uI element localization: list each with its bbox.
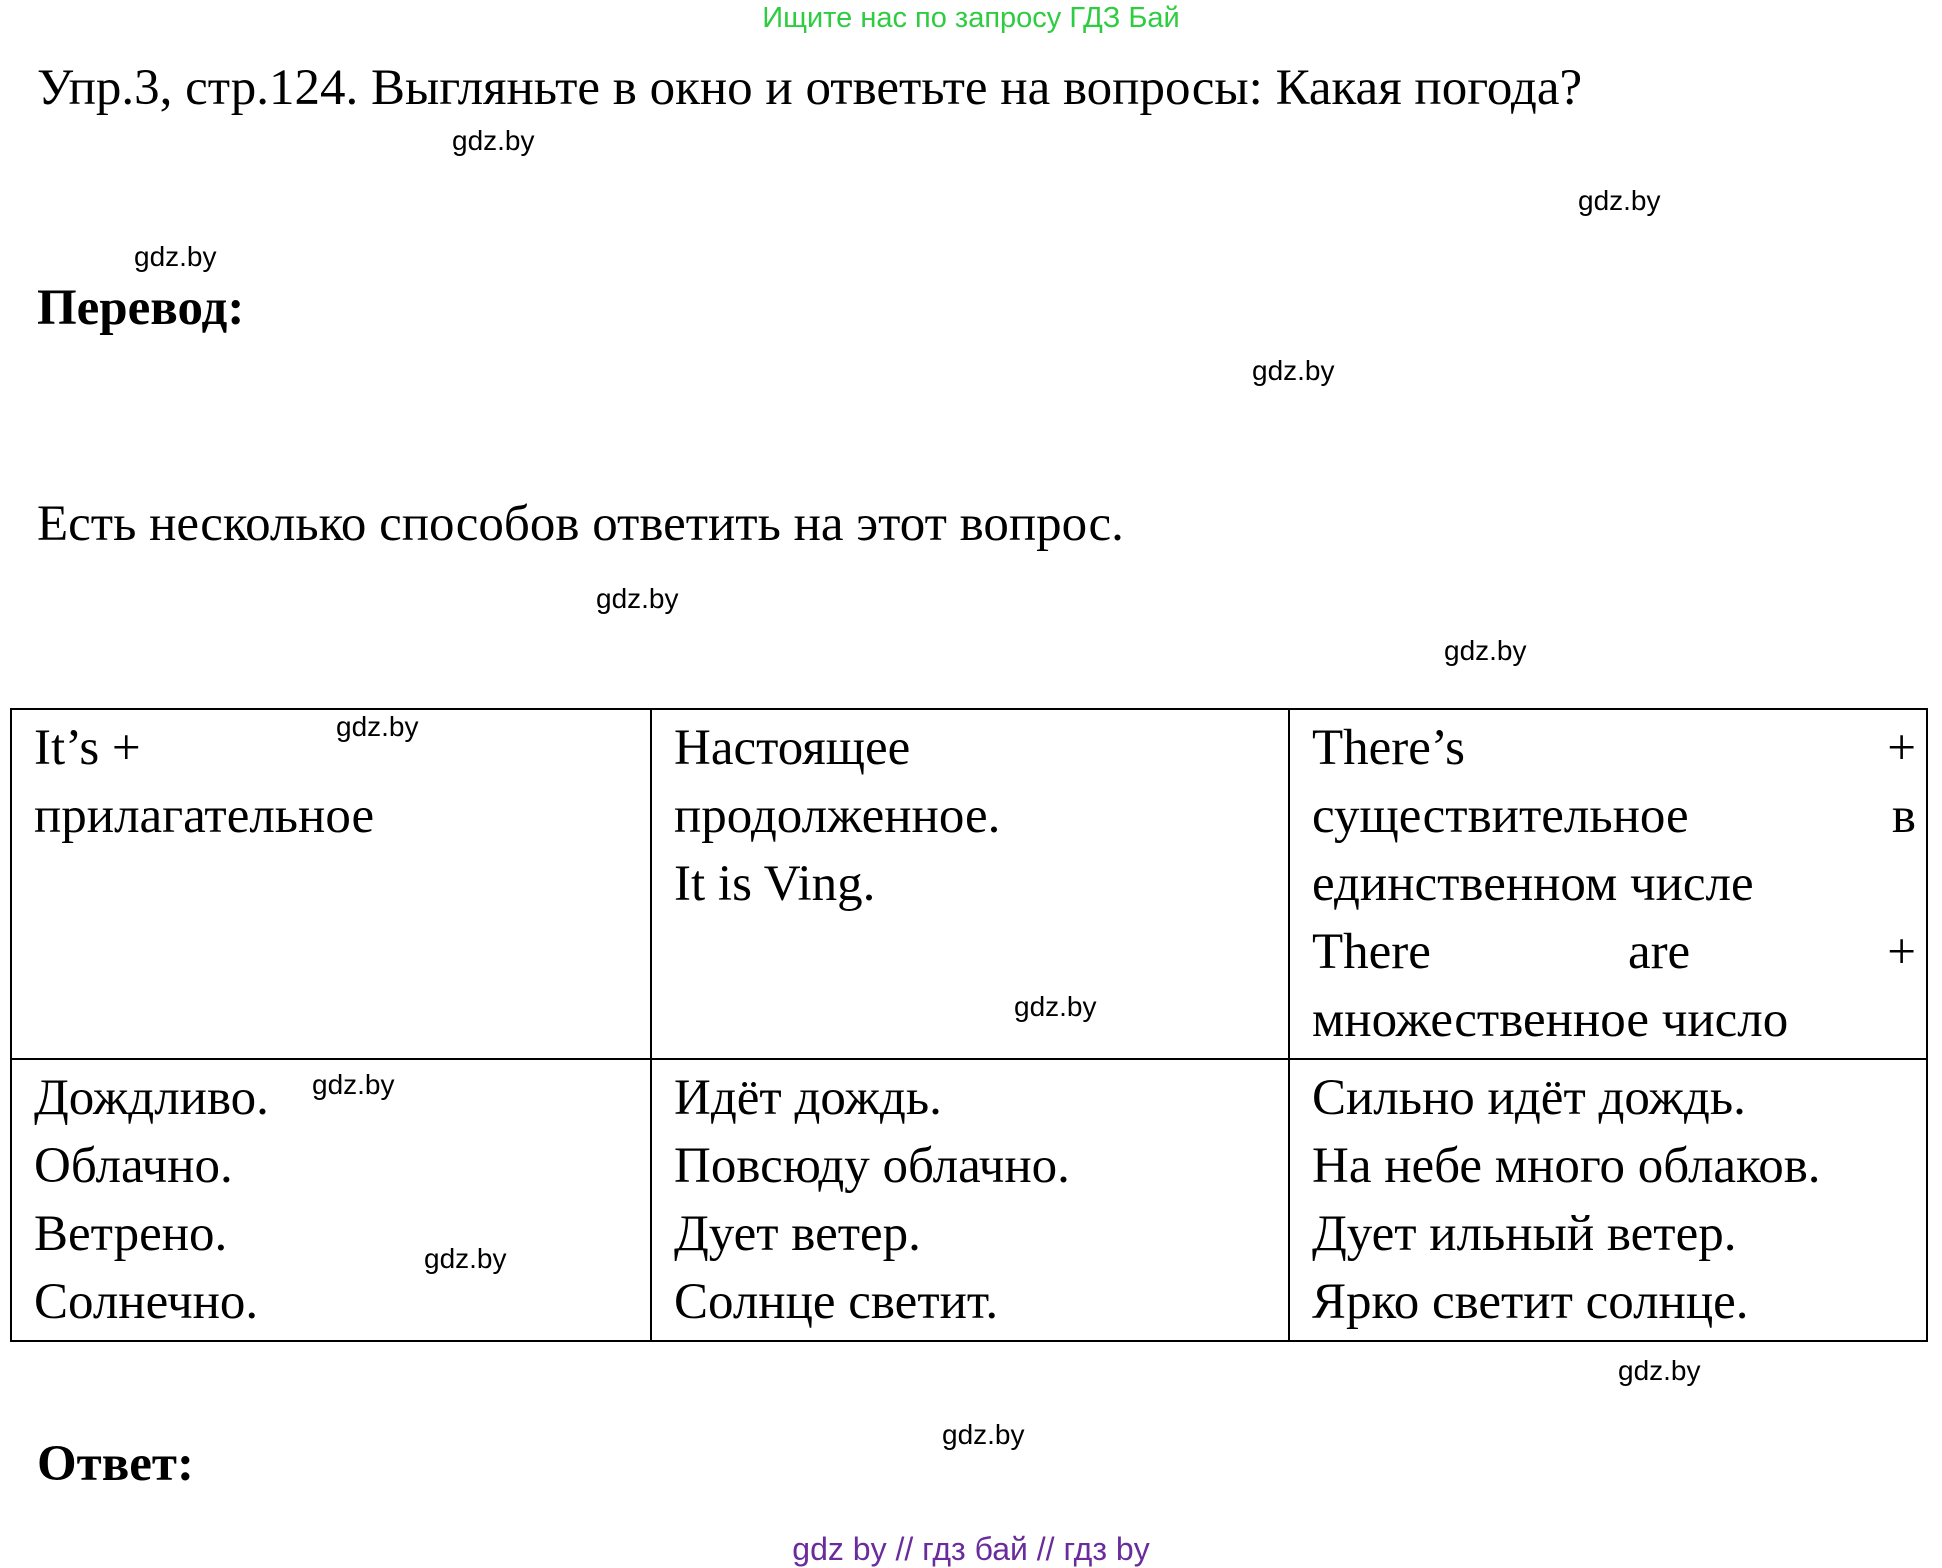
cell-word: There [1312,924,1431,980]
cell-line: It is Ving. [674,856,876,912]
cell-line: Сильно идёт дождь. [1312,1070,1746,1126]
cell-line: Ветрено. [34,1206,228,1262]
cell-line [1312,918,1916,986]
cell-line: На небе много облаков. [1312,1138,1821,1194]
cell-line: Ярко светит солнце. [1312,1274,1749,1330]
table-cell [11,709,651,1059]
watermark: gdz.by [336,711,419,742]
table-row [11,1059,1927,1341]
cell-line: прилагательное [34,788,375,844]
cell-line: Настоящее [674,720,911,776]
table-cell [651,1059,1289,1341]
answer-heading: Ответ: [37,1436,194,1492]
watermark: gdz.by [424,1243,507,1274]
watermark: gdz.by [942,1419,1025,1450]
watermark: gdz.by [1444,635,1527,666]
cell-line [1312,782,1916,850]
cell-word: существительное [1312,788,1689,844]
cell-line: It’s + [34,720,141,776]
cell-line: множественное число [1312,992,1789,1048]
cell-line: единственном числе [1312,856,1754,912]
translation-heading: Перевод: [37,280,245,336]
cell-word: + [1887,720,1916,776]
watermark: gdz.by [1252,355,1335,386]
search-banner: Ищите нас по запросу ГДЗ Бай [762,2,1180,34]
table-cell [651,709,1289,1059]
watermark: gdz.by [452,125,535,156]
cell-line: Солнечно. [34,1274,259,1330]
watermark: gdz.by [1578,185,1661,216]
watermark: gdz.by [1014,991,1097,1022]
table-header-row [11,709,1927,1059]
exercise-title: Упр.3, стр.124. Выгляньте в окно и ответьте на вопросы: Какая погода? [37,60,1583,116]
cell-word: There’s [1312,720,1465,776]
cell-line: Повсюду облачно. [674,1138,1070,1194]
cell-word: + [1887,924,1916,980]
watermark: gdz.by [134,241,217,272]
watermark: gdz.by [596,583,679,614]
table-cell [1289,1059,1927,1341]
cell-line: Дует ильный ветер. [1312,1206,1737,1262]
grammar-table [10,708,1928,1342]
cell-line: Облачно. [34,1138,233,1194]
cell-word: в [1891,788,1916,844]
cell-line: Дождливо. [34,1070,269,1126]
footer-links: gdz by // гдз бай // гдз by [792,1531,1150,1567]
watermark: gdz.by [1618,1355,1701,1386]
cell-line: Дует ветер. [674,1206,921,1262]
cell-line: Идёт дождь. [674,1070,942,1126]
cell-line [1312,714,1916,782]
cell-line: Солнце светит. [674,1274,999,1330]
watermark: gdz.by [312,1069,395,1100]
cell-line: продолженное. [674,788,1001,844]
table-cell [1289,709,1927,1059]
intro-paragraph: Есть несколько способов ответить на этот вопрос. [37,496,1124,552]
cell-word: are [1627,924,1691,980]
